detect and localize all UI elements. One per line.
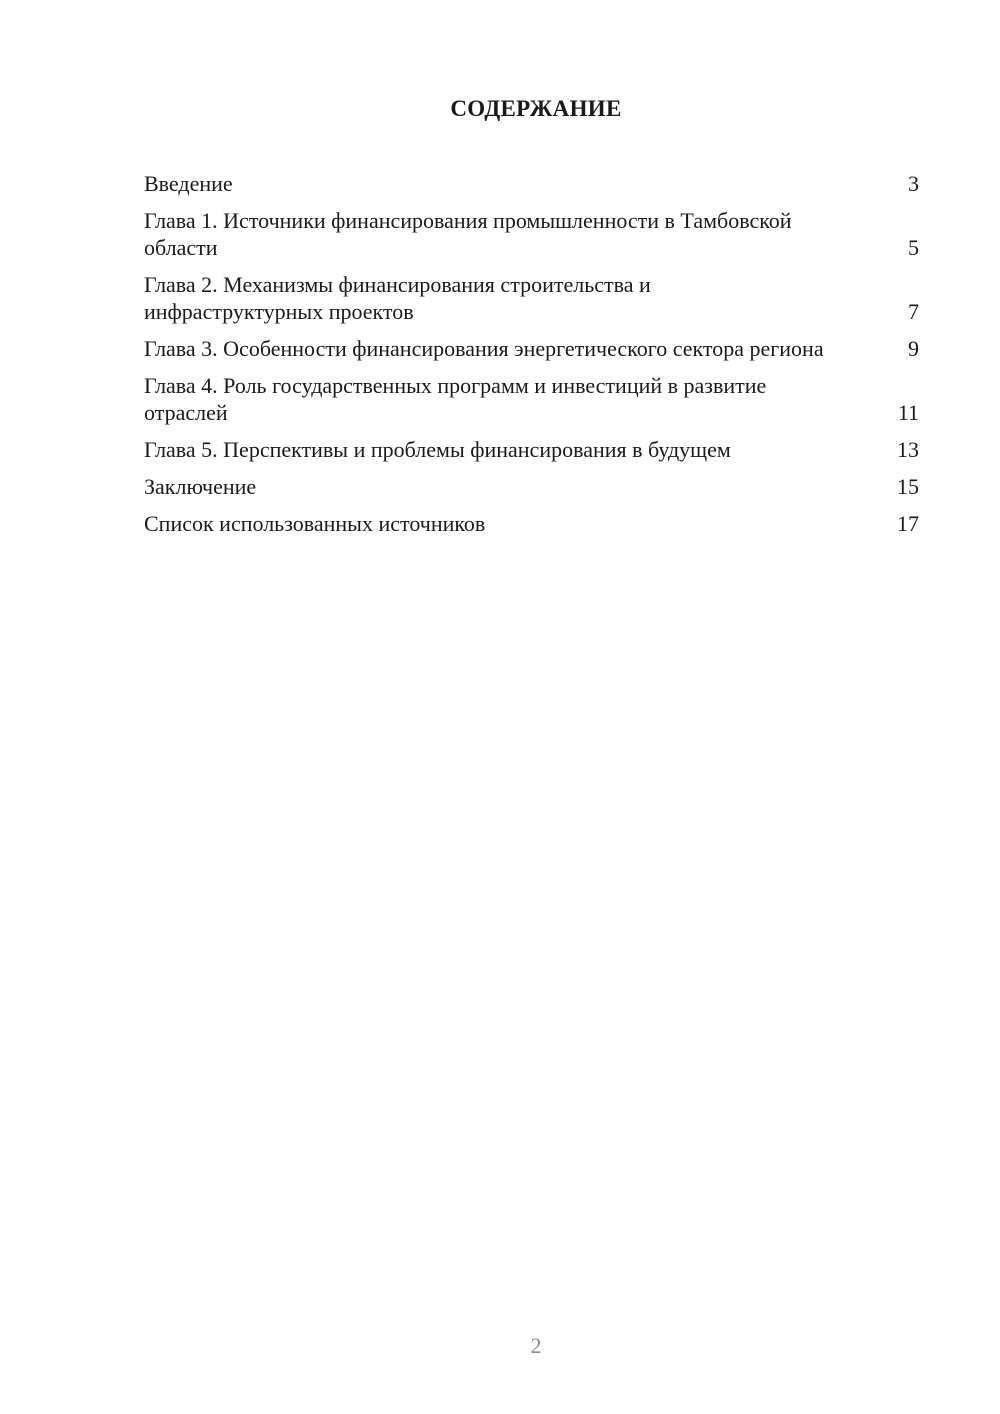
toc-entry-page: 5 — [908, 235, 919, 260]
toc-entry-chapter-3[interactable] — [144, 335, 919, 362]
toc-entry-title: Глава 2. Механизмы финансирования строительства и инфраструктурных проектов — [144, 272, 651, 324]
toc-entry-chapter-5[interactable] — [144, 436, 919, 463]
table-of-contents — [144, 170, 919, 547]
toc-entry-chapter-2[interactable] — [144, 271, 919, 325]
toc-entry-title: Заключение — [144, 474, 257, 499]
toc-entry-introduction[interactable] — [144, 170, 919, 197]
toc-entry-chapter-4[interactable] — [144, 372, 919, 426]
toc-entry-page: 15 — [897, 474, 919, 499]
page-title: СОДЕРЖАНИЕ — [450, 96, 622, 121]
toc-entry-title: Список использованных источников — [144, 511, 486, 536]
toc-entry-title: Глава 3. Особенности финансирования энергетического сектора региона — [144, 336, 824, 361]
toc-entry-page: 7 — [908, 299, 919, 324]
toc-entry-page: 11 — [897, 400, 919, 425]
toc-entry-title: Введение — [144, 171, 233, 196]
toc-entry-chapter-1[interactable] — [144, 207, 919, 261]
toc-entry-title: Глава 1. Источники финансирования промышленности в Тамбовской области — [144, 208, 792, 260]
toc-entry-title: Глава 5. Перспективы и проблемы финансирования в будущем — [144, 437, 731, 462]
toc-entry-title: Глава 4. Роль государственных программ и инвестиций в развитие отраслей — [144, 373, 767, 425]
toc-entry-page: 17 — [897, 511, 919, 536]
toc-entry-page: 9 — [908, 336, 919, 361]
toc-entry-page: 13 — [897, 437, 919, 462]
toc-entry-page: 3 — [908, 171, 919, 196]
page-number: 2 — [530, 1333, 542, 1358]
toc-entry-conclusion[interactable] — [144, 473, 919, 500]
toc-entry-references[interactable] — [144, 510, 919, 537]
